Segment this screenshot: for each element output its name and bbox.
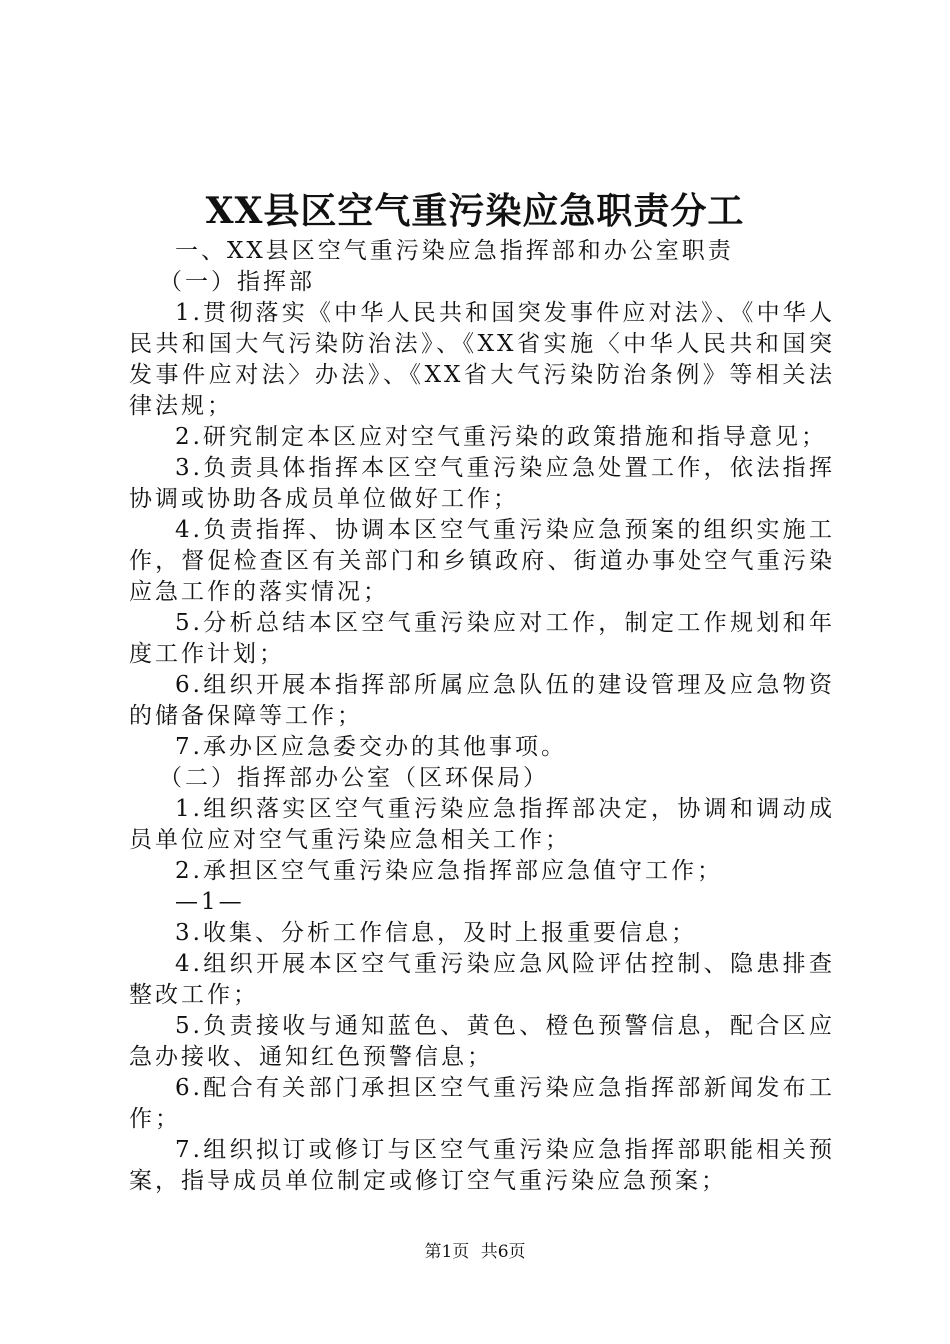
subsection-heading: （一）指挥部 — [159, 269, 315, 295]
paragraph: 7.组织拟订或修订与区空气重污染应急指挥部职能相关预案，指导成员单位制定或修订空气重污染应急预案； — [129, 1137, 835, 1194]
page-total: 共6页 — [480, 1242, 526, 1262]
paragraph: 2.承担区空气重污染应急指挥部应急值守工作； — [175, 858, 723, 884]
paragraph: 3.收集、分析工作信息，及时上报重要信息； — [175, 920, 697, 946]
subsection-heading: （二）指挥部办公室（区环保局） — [159, 765, 549, 791]
inline-page-number: —1— — [175, 889, 245, 915]
paragraph: 3.负责具体指挥本区空气重污染应急处置工作，依法指挥协调或协助各成员单位做好工作； — [129, 455, 835, 512]
page-footer — [0, 1240, 950, 1264]
paragraph: 6.配合有关部门承担区空气重污染应急指挥部新闻发布工作； — [129, 1075, 835, 1132]
paragraph: 5.分析总结本区空气重污染应对工作，制定工作规划和年度工作计划； — [129, 610, 835, 667]
page-number: 第1页 — [424, 1242, 470, 1262]
paragraph: 7.承办区应急委交办的其他事项。 — [175, 734, 567, 760]
paragraph: 1.组织落实区空气重污染应急指挥部决定，协调和调动成员单位应对空气重污染应急相关工作； — [129, 796, 835, 853]
document-body — [129, 236, 835, 1197]
page-title: XX县区空气重污染应急职责分工 — [205, 190, 745, 232]
paragraph: 4.负责指挥、协调本区空气重污染应急预案的组织实施工作，督促检查区有关部门和乡镇政府、街道办事处空气重污染应急工作的落实情况； — [129, 517, 835, 605]
paragraph: 6.组织开展本指挥部所属应急队伍的建设管理及应急物资的储备保障等工作； — [129, 672, 835, 729]
paragraph: 2.研究制定本区应对空气重污染的政策措施和指导意见； — [175, 424, 827, 450]
paragraph: 4.组织开展本区空气重污染应急风险评估控制、隐患排查整改工作； — [129, 951, 835, 1008]
paragraph: 1.贯彻落实《中华人民共和国突发事件应对法》、《中华人民共和国大气污染防治法》、《XX省实施〈中华人民共和国突发事件应对法〉办法》、《XX省大气污染防治条例》等相关法律法规； — [129, 300, 835, 419]
section-heading: 一、XX县区空气重污染应急指挥部和办公室职责 — [175, 238, 734, 264]
paragraph: 5.负责接收与通知蓝色、黄色、橙色预警信息，配合区应急办接收、通知红色预警信息； — [129, 1013, 835, 1070]
